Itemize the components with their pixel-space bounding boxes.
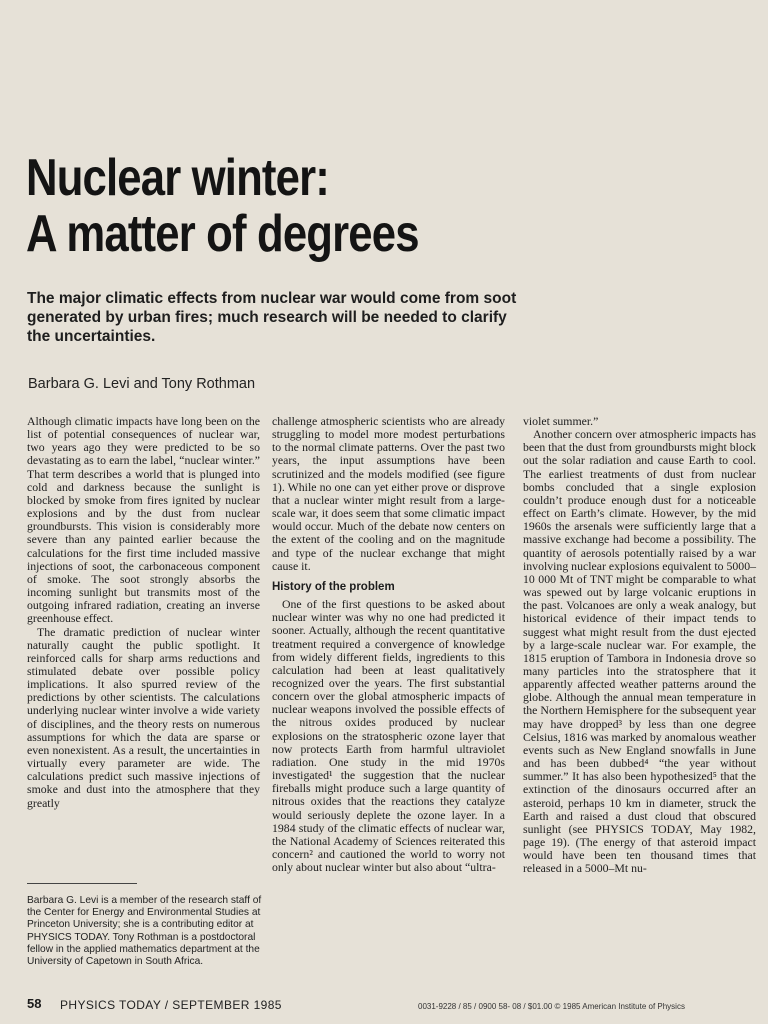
title-line-1: Nuclear winter: [26, 149, 329, 207]
title-line-2: A matter of degrees [26, 205, 419, 263]
bio-divider [27, 883, 137, 884]
paragraph: challenge atmospheric scientists who are already struggling to model more modest perturbations to the normal climate patterns. Over the past two years, the input assumptions have been scrutinized and the models modified (see figure 1). While no one can yet either prove or disprove that a nuclear winter might result from a large-scale war, it does seem that some climatic impact would occur. Much of the debate now centers on the extent of the cooling and on the magnitude and type of the nuclear exchange that might cause it. [272, 414, 505, 573]
paragraph: Another concern over atmospheric impacts has been that the dust from groundbursts might block out the solar radiation and cause Earth to cool. The earliest treatments of dust from nuclear bombs concluded that a single explosion couldn’t produce enough dust for a noticeable effect on Earth’s climate. However, by the mid 1960s the arsenals were sufficiently large that a massive exchange had become a possibility. The quantity of aerosols potentially raised by a war involving nuclear explosions equivalent to 5000–10 000 Mt of TNT might be comparable to what was spewed out by large volcanic eruptions in the past. Volcanoes are only a weak analogy, but historical evidence of their impact tends to suggest what might result from the dust ejected by a large-scale nuclear war. For example, the 1815 eruption of Tambora in Indonesia drove so many particles into the stratosphere that it apparently affected weather patterns around the globe. Although the annual mean temperature in the Northern Hemisphere for the subsequent year may have dropped³ by less than one degree Celsius, 1816 was marked by anomalous weather events such as New England snowfalls in June and has been dubbed⁴ “the year without summer.” It has also been hypothesized⁵ that the extinction of the dinosaurs occurred after an asteroid, perhaps 10 km in diameter, struck the Earth and raised a dust cloud that obscured sunlight (see PHYSICS TODAY, May 1982, page 19). (The energy of that asteroid impact would have been ten thousand times that released in a 5000–Mt nu- [523, 427, 756, 876]
body-column-3 [523, 415, 756, 875]
paragraph: violet summer.” [523, 414, 599, 428]
article-dek: The major climatic effects from nuclear war would come from soot generated by urban fires; much research will be needed to clarify the uncertainties. [27, 290, 517, 345]
paragraph: The dramatic prediction of nuclear winter naturally caught the public spotlight. It reinforced calls for sharp arms reductions and stimulated debate over possible policy implications. It also spurred review of the predictions by other scientists. The calculations underlying nuclear winter involve a wide variety of disciplines, and the theory rests on numerous assumptions for which the data are sparse or even nonexistent. As a result, the uncertainties in virtually every parameter are wide. The calculations predict such massive injections of smoke and dust into the atmosphere that they greatly [27, 624, 260, 810]
author-bio: Barbara G. Levi is a member of the research staff of the Center for Energy and Environmental Studies at Princeton University; she is a contributing editor at PHYSICS TODAY. Tony Rothman is a postdoctoral fellow in the applied mathematics department at the University of Capetown in South Africa. [27, 895, 262, 968]
body-column-1 [27, 415, 260, 810]
article-title [26, 150, 419, 262]
page-number: 58 [27, 996, 42, 1011]
section-heading-history: History of the problem [272, 580, 395, 593]
byline: Barbara G. Levi and Tony Rothman [28, 376, 256, 392]
paragraph: One of the first questions to be asked about nuclear winter was why no one had predicted it sooner. Actually, although the recent quantitative treatment required a convergence of knowledge from widely different fields, ingredients to this calculation had been at least qualitatively recognized over the years. The first substantial concern over the global atmospheric impacts of nuclear weapons involved the possible effects of the nitrous oxides produced by nuclear explosions on the stratospheric ozone layer that now protects Earth from harmful ultraviolet radiation. One study in the mid 1970s investigated¹ the suggestion that the nuclear fireballs might produce such a large quantity of nitrous oxides that the reactions they catalyze would seriously deplete the ozone layer. In a 1984 study of the climatic effects of nuclear war, the National Academy of Sciences reiterated this concern² and cautioned the world to worry not only about nuclear winter but also about “ultra- [272, 597, 505, 875]
paragraph: Although climatic impacts have long been on the list of potential consequences of nuclear war, two years ago they were predicted to be so devastating as to earn the label, “nuclear winter.” That term describes a world that is plunged into cold and darkness because the sunlight is blocked by smoke from fires ignited by nuclear explosions and by the dust from nuclear groundbursts. This vision is considerably more severe than any painted earlier because the calculations for the first time included massive injections of soot, the carbonaceous component of smoke. The soot strongly absorbs the incoming sunlight but transmits most of the outgoing infrared radiation, creating an inverse greenhouse effect. [27, 414, 260, 626]
copyright-code: 0031-9228 / 85 / 0900 58- 08 / $01.00 © 1985 American Institute of Physics [418, 1002, 685, 1011]
magazine-footer: PHYSICS TODAY / SEPTEMBER 1985 [60, 998, 282, 1012]
body-column-2 [272, 415, 505, 874]
